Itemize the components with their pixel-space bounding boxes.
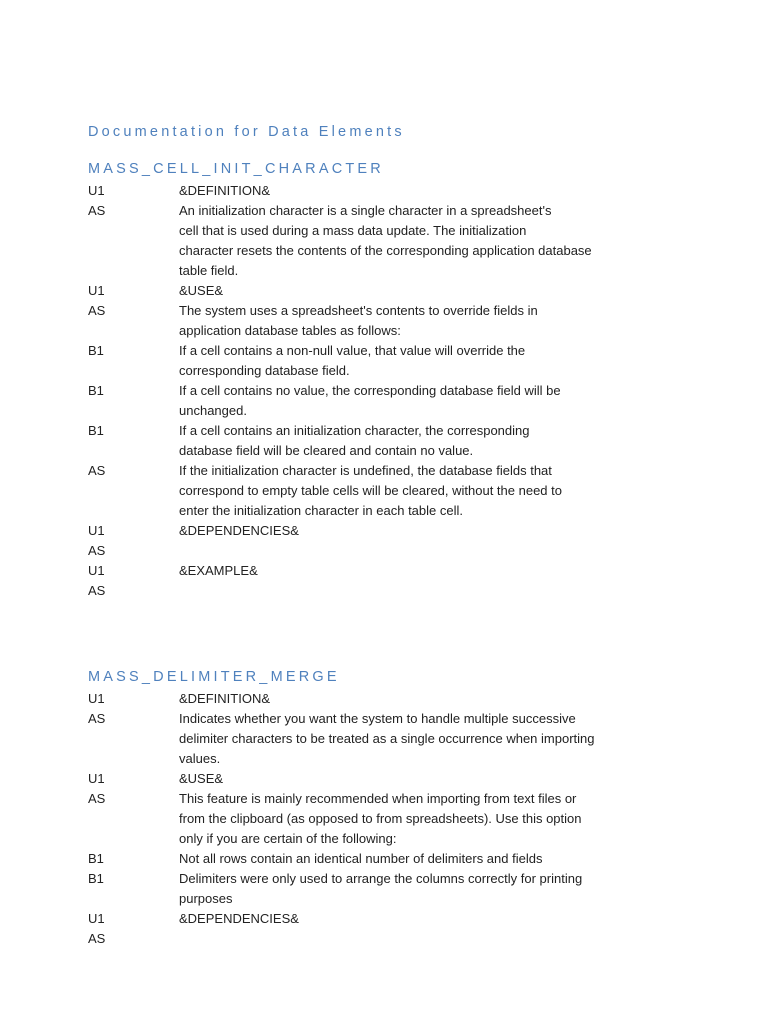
entry-text [179,381,608,421]
entry-tag: U1 [88,911,105,926]
entry-text-line: character resets the contents of the corresponding application database [179,243,592,258]
entry-tag: AS [88,203,106,218]
entry-tag: U1 [88,563,105,578]
entry-tag: B1 [88,423,104,438]
entry-row [88,769,608,789]
entry-row [88,929,608,949]
entry-text-line: &DEPENDENCIES& [179,911,299,926]
entry-row [88,421,608,461]
entry-text-line: If a cell contains a non-null value, that value will override the [179,343,526,358]
entry-text-line: &DEFINITION& [179,691,271,706]
section-mass-cell-init-character [88,157,608,601]
entry-tag: U1 [88,183,105,198]
entry-text-line: purposes [179,891,233,906]
section-rows [88,689,608,949]
entry-text-line: &DEFINITION& [179,183,271,198]
entry-text [179,929,608,949]
entry-tag: U1 [88,771,105,786]
entry-text-line: correspond to empty table cells will be cleared, without the need to [179,483,562,498]
entry-text-line: If a cell contains an initialization character, the corresponding [179,423,530,438]
entry-text [179,789,608,849]
entry-text-line: If the initialization character is undefined, the database fields that [179,463,552,478]
entry-text-line: The system uses a spreadsheet's contents to override fields in [179,303,538,318]
entry-tag: B1 [88,871,104,886]
entry-row [88,869,608,909]
entry-row [88,909,608,929]
entry-text-line: database field will be cleared and contain no value. [179,443,474,458]
entry-text-line: &USE& [179,771,224,786]
entry-text [179,561,608,581]
entry-text-line: delimiter characters to be treated as a single occurrence when importing [179,731,595,746]
entry-text-line: table field. [179,263,239,278]
entry-row [88,341,608,381]
entry-tag: B1 [88,343,104,358]
entry-row [88,181,608,201]
entry-text-line: An initialization character is a single character in a spreadsheet's [179,203,552,218]
entry-text [179,541,608,561]
entry-text-line: Delimiters were only used to arrange the columns correctly for printing [179,871,583,886]
entry-text [179,201,608,281]
entry-tag: AS [88,463,106,478]
entry-row [88,541,608,561]
entry-text-line: &EXAMPLE& [179,563,258,578]
entry-text [179,521,608,541]
entry-row [88,201,608,281]
entry-row [88,281,608,301]
entry-text-line: only if you are certain of the following: [179,831,397,846]
entry-text [179,461,608,521]
entry-text-line: values. [179,751,221,766]
entry-text [179,709,608,769]
entry-text [179,849,608,869]
entry-tag: U1 [88,691,105,706]
entry-tag: U1 [88,523,105,538]
entry-text [179,421,608,461]
entry-text-line: from the clipboard (as opposed to from spreadsheets). Use this option [179,811,582,826]
entry-text-line: Not all rows contain an identical number of delimiters and fields [179,851,543,866]
entry-text-line: If a cell contains no value, the corresponding database field will be [179,383,561,398]
entry-text-line [179,541,608,561]
entry-row [88,849,608,869]
entry-text-line [179,581,608,601]
entry-text [179,341,608,381]
entry-text [179,181,608,201]
entry-row [88,461,608,521]
entry-text-line: &DEPENDENCIES& [179,523,299,538]
entry-row [88,581,608,601]
entry-text-line: cell that is used during a mass data update. The initialization [179,223,527,238]
entry-tag: AS [88,303,106,318]
entry-text [179,909,608,929]
section-heading: MASS_CELL_INIT_CHARACTER [88,161,384,177]
entry-tag: U1 [88,283,105,298]
entry-text [179,769,608,789]
entry-text [179,301,608,341]
entry-row [88,561,608,581]
entry-text-line [179,929,608,949]
entry-tag: B1 [88,851,104,866]
entry-tag: AS [88,711,106,726]
entry-text [179,689,608,709]
entry-row [88,709,608,769]
entry-row [88,521,608,541]
section-rows [88,181,608,601]
entry-tag: B1 [88,383,104,398]
entry-text-line: &USE& [179,283,224,298]
entry-text-line: enter the initialization character in each table cell. [179,503,463,518]
entry-text [179,869,608,909]
entry-row [88,689,608,709]
entry-text [179,281,608,301]
entry-text-line: corresponding database field. [179,363,350,378]
entry-text-line: unchanged. [179,403,247,418]
entry-tag: AS [88,543,106,558]
entry-text [179,581,608,601]
entry-row [88,381,608,421]
entry-row [88,789,608,849]
entry-text-line: Indicates whether you want the system to handle multiple successive [179,711,576,726]
section-heading: MASS_DELIMITER_MERGE [88,669,340,685]
document-title: Documentation for Data Elements [88,124,405,140]
entry-tag: AS [88,791,106,806]
entry-tag: AS [88,583,106,598]
entry-row [88,301,608,341]
entry-text-line: This feature is mainly recommended when importing from text files or [179,791,577,806]
entry-tag: AS [88,931,106,946]
entry-text-line: application database tables as follows: [179,323,401,338]
section-mass-delimiter-merge [88,665,608,949]
